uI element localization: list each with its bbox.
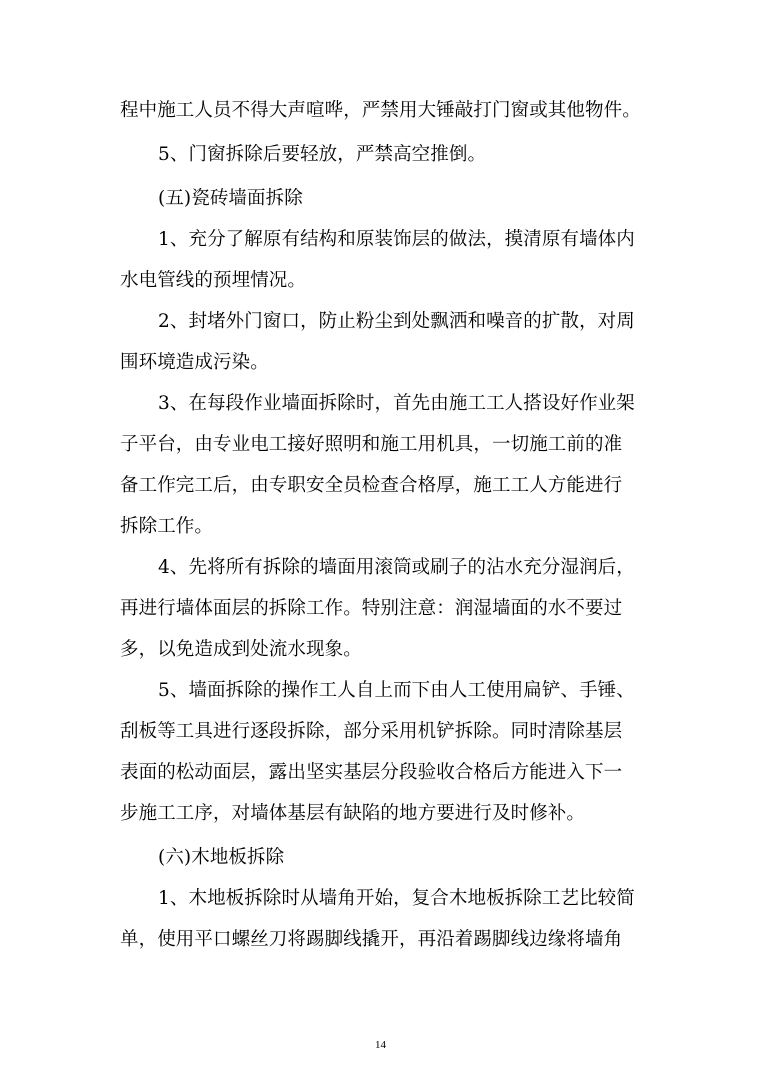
text-line-21: 单，使用平口螺丝刀将踢脚线撬开，再沿着踢脚线边缘将墙角 xyxy=(120,929,623,950)
text-line-14: 多，以免造成到处流水现象。 xyxy=(120,639,362,660)
text-line-10: 备工作完工后，由专职安全员检查合格厚，施工工人方能进行 xyxy=(120,475,623,496)
text-line-6: 2、封堵外门窗口，防止粉尘到处飘洒和噪音的扩散，对周 xyxy=(158,311,635,332)
text-line-11: 拆除工作。 xyxy=(120,516,214,537)
text-line-15: 5、墙面拆除的操作工人自上而下由人工使用扁铲、手锤、 xyxy=(158,680,635,701)
text-line-18: 步施工工序，对墙体基层有缺陷的地方要进行及时修补。 xyxy=(120,803,586,824)
text-line-1: 程中施工人员不得大声喧哗，严禁用大锤敲打门窗或其他物件。 xyxy=(120,100,641,121)
page-number: 14 xyxy=(375,1039,386,1051)
text-line-13: 再进行墙体面层的拆除工作。特别注意：润湿墙面的水不要过 xyxy=(120,598,623,619)
text-line-9: 子平台，由专业电工接好照明和施工用机具，一切施工前的准 xyxy=(120,434,623,455)
text-line-16: 刮板等工具进行逐段拆除，部分采用机铲拆除。同时清除基层 xyxy=(120,721,623,742)
text-line-7: 围环境造成污染。 xyxy=(120,352,269,373)
text-line-2: 5、门窗拆除后要轻放，严禁高空推倒。 xyxy=(158,144,487,165)
text-line-20: 1、木地板拆除时从墙角开始，复合木地板拆除工艺比较简 xyxy=(158,888,635,909)
text-line-12: 4、先将所有拆除的墙面用滚筒或刷子的沾水充分湿润后， xyxy=(158,557,635,578)
section-heading-tile-wall-removal: (五)瓷砖墙面拆除 xyxy=(158,188,303,209)
text-line-8: 3、在每段作业墙面拆除时，首先由施工工人搭设好作业架 xyxy=(158,393,635,414)
section-heading-wood-floor-removal: (六)木地板拆除 xyxy=(158,847,285,868)
text-line-4: 1、充分了解原有结构和原装饰层的做法，摸清原有墙体内 xyxy=(158,229,635,250)
text-line-5: 水电管线的预埋情况。 xyxy=(120,270,307,291)
text-line-17: 表面的松动面层，露出坚实基层分段验收合格后方能进入下一 xyxy=(120,762,623,783)
